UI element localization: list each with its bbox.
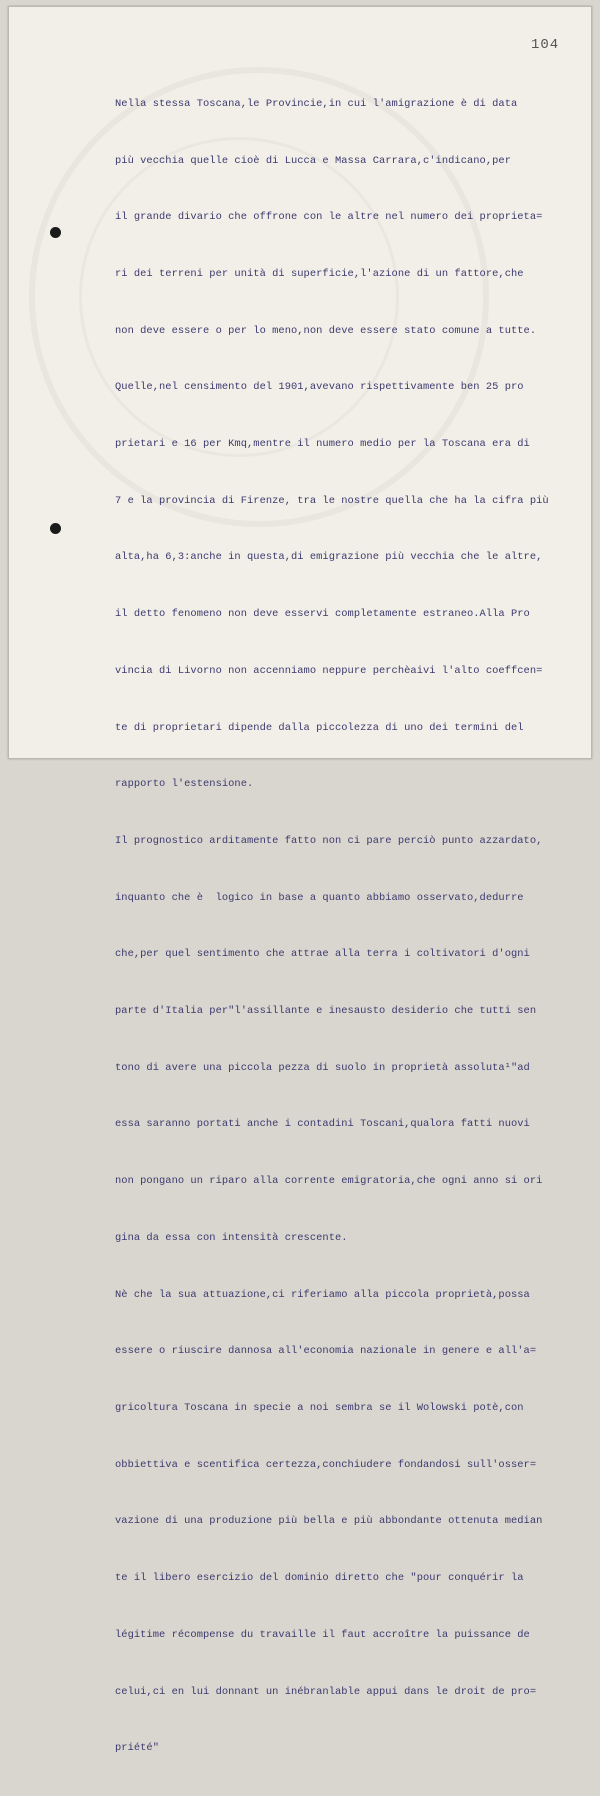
- text-line: più vecchia quelle cioè di Lucca e Massa Carrara,c'indicano,per: [115, 154, 511, 167]
- document-page: [8, 6, 592, 1755]
- text-line: essere o riuscire dannosa all'economia nazionale in genere e all'a=: [115, 1345, 537, 1358]
- text-line: Nella stessa Toscana,le Provincie,in cui l'amigrazione è di data: [115, 97, 518, 110]
- text-line: priété": [115, 1742, 159, 1755]
- page-number: 104: [531, 37, 560, 53]
- text-line: il detto fenomeno non deve esservi completamente estraneo.Alla Pro: [115, 608, 530, 621]
- text-line: vazione di una produzione più bella e più abbondante ottenuta median: [115, 1515, 543, 1528]
- text-line: Nè che la sua attuazione,ci riferiamo alla piccola proprietà,possa: [115, 1288, 530, 1301]
- text-line: alta,ha 6,3:anche in questa,di emigrazione più vecchia che le altre,: [115, 551, 543, 564]
- text-line: rapporto l'estensione.: [115, 778, 254, 791]
- punch-hole-bottom: [50, 523, 61, 534]
- text-line: che,per quel sentimento che attrae alla terra i coltivatori d'ogni: [115, 948, 530, 961]
- punch-hole-top: [50, 227, 61, 238]
- text-line: ri dei terreni per unità di superficie,l'azione di un fattore,che: [115, 267, 524, 280]
- text-line: parte d'Italia per"l'assillante e inesausto desiderio che tutti sen: [115, 1005, 537, 1018]
- text-line: vincia di Livorno non accenniamo neppure perchèaivi l'alto coeffcen=: [115, 664, 543, 677]
- text-line: il grande divario che offrone con le altre nel numero dei proprieta=: [115, 211, 543, 224]
- text-line: celui,ci en lui donnant un inébranlable appui dans le droit de pro=: [115, 1685, 537, 1698]
- text-line: te il libero esercizio del dominio diretto che "pour conquérir la: [115, 1572, 524, 1585]
- text-line: non deve essere o per lo meno,non deve essere stato comune a tutte.: [115, 324, 537, 337]
- text-line: tono di avere una piccola pezza di suolo in proprietà assoluta¹"ad: [115, 1061, 530, 1074]
- text-line: essa saranno portati anche i contadini Toscani,qualora fatti nuovi: [115, 1118, 530, 1131]
- text-line: obbiettiva e scentifica certezza,conchiudere fondandosi sull'osser=: [115, 1458, 537, 1471]
- body-text: [115, 57, 585, 1796]
- text-line: prietari e 16 per Kmq,mentre il numero medio per la Toscana era di: [115, 438, 530, 451]
- text-line: Quelle,nel censimento del 1901,avevano rispettivamente ben 25 pro: [115, 381, 524, 394]
- text-line: légitime récompense du travaille il faut accroître la puissance de: [115, 1628, 530, 1641]
- text-line: inquanto che è logico in base a quanto abbiamo osservato,dedurre: [115, 891, 524, 904]
- text-line: Il prognostico arditamente fatto non ci pare perciò punto azzardato,: [115, 834, 543, 847]
- text-line: gricoltura Toscana in specie a noi sembra se il Wolowski potè,con: [115, 1401, 524, 1414]
- text-line: 7 e la provincia di Firenze, tra le nostre quella che ha la cifra più: [115, 494, 549, 507]
- text-line: te di proprietari dipende dalla piccolezza di uno dei termini del: [115, 721, 524, 734]
- text-line: non pongano un riparo alla corrente emigratoria,che ogni anno si ori: [115, 1175, 543, 1188]
- text-line: gina da essa con intensità crescente.: [115, 1231, 348, 1244]
